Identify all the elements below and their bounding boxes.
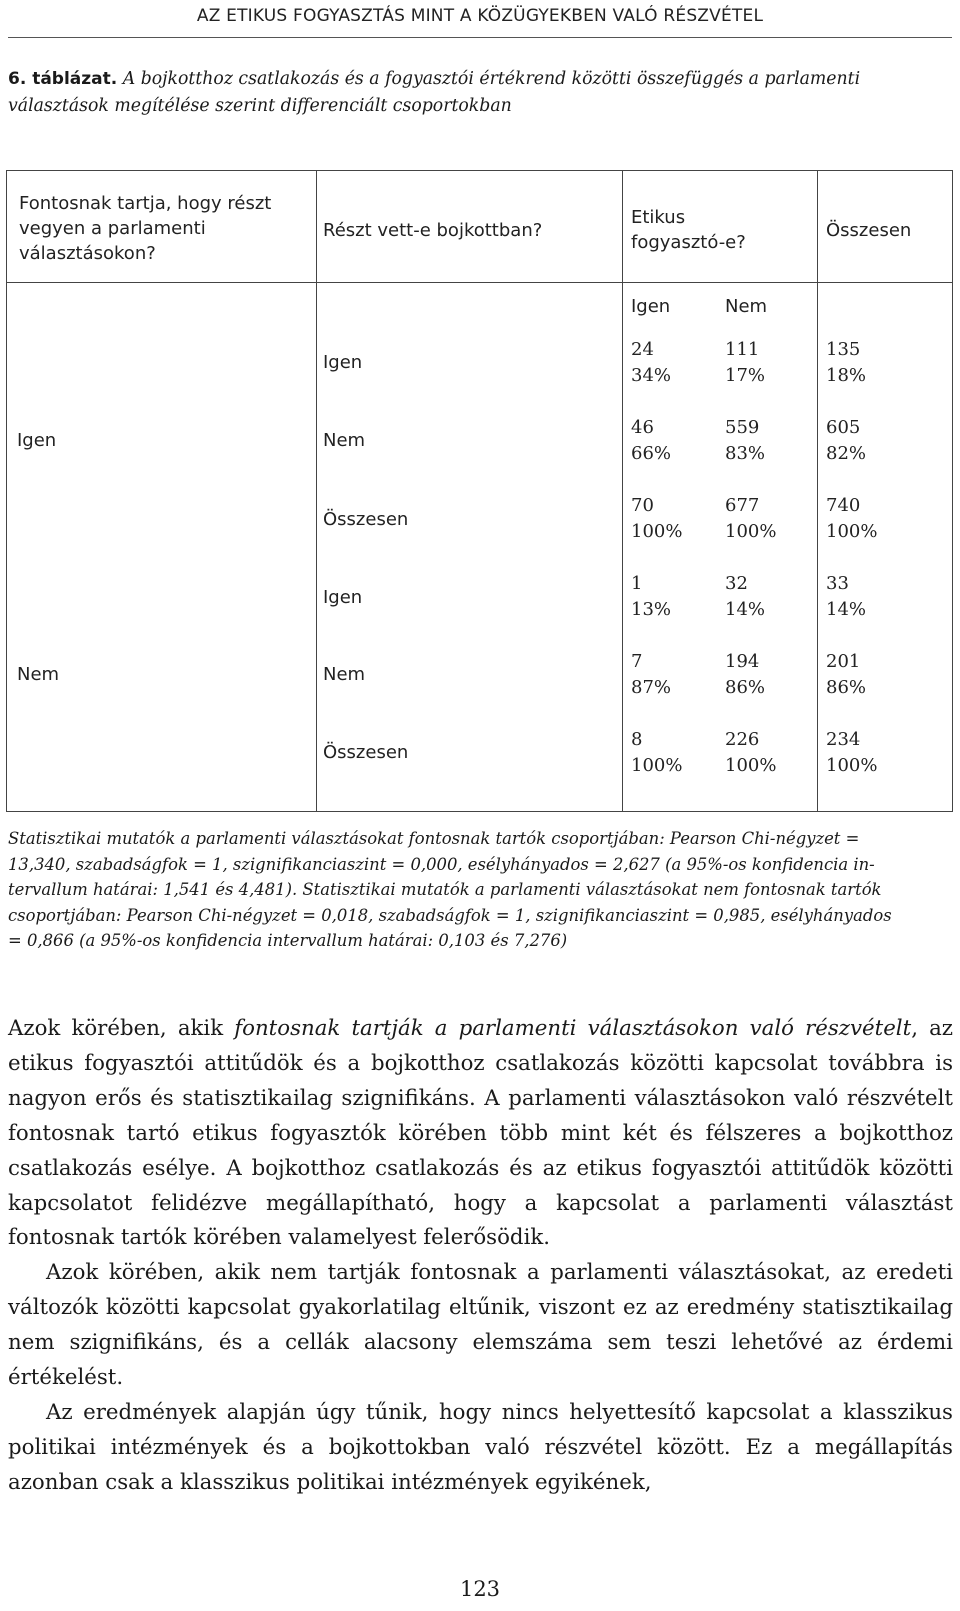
row-label: Nem xyxy=(323,430,366,451)
percent: 18% xyxy=(826,365,867,386)
row-label: Igen xyxy=(323,352,363,373)
paragraph-emphasis: fontosnak tartják a parlamenti választásokon való részvételt xyxy=(234,1016,912,1041)
cell-total xyxy=(826,493,877,545)
subheader-yes: Igen xyxy=(631,296,671,317)
body-text xyxy=(8,1012,953,1501)
count: 32 xyxy=(725,573,748,594)
percent: 87% xyxy=(631,677,672,698)
running-header xyxy=(0,0,960,38)
cell-total xyxy=(826,727,877,779)
count: 1 xyxy=(631,573,643,594)
count: 7 xyxy=(631,651,643,672)
header-col1-line: választásokon? xyxy=(19,243,156,264)
cell-total xyxy=(826,337,866,389)
cell-no xyxy=(725,727,776,779)
subheader-no: Nem xyxy=(725,296,768,317)
table-caption-label: 6. táblázat. xyxy=(8,69,118,89)
paragraph-text: Azok körében, akik xyxy=(8,1016,235,1041)
header-rule xyxy=(8,37,952,38)
table-caption xyxy=(8,66,953,120)
count: 605 xyxy=(826,417,861,438)
cell-yes xyxy=(631,337,671,389)
percent: 100% xyxy=(631,755,683,776)
count: 24 xyxy=(631,339,654,360)
statistics-line: 13,340, szabadságfok = 1, szignifikanciaszint = 0,000, esélyhányados = 2,627 (a 95%-os konfidencia in- xyxy=(8,854,875,874)
cell-no xyxy=(725,649,765,701)
cell-yes xyxy=(631,415,671,467)
count: 234 xyxy=(826,729,861,750)
row-label: Nem xyxy=(323,664,366,685)
table-divider xyxy=(316,171,317,811)
cell-yes xyxy=(631,493,682,545)
group-label: Nem xyxy=(17,664,60,685)
percent: 14% xyxy=(826,599,867,620)
count: 740 xyxy=(826,495,861,516)
percent: 66% xyxy=(631,443,672,464)
page-number: 123 xyxy=(459,1577,501,1601)
cell-no xyxy=(725,571,765,623)
count: 194 xyxy=(725,651,760,672)
cell-yes xyxy=(631,727,682,779)
header-col1-line: Fontosnak tartja, hogy részt xyxy=(19,193,272,214)
percent: 82% xyxy=(826,443,867,464)
statistics-line: tervallum határai: 1,541 és 4,481). Statisztikai mutatók a parlamenti választásokat nem fontosnak tartók xyxy=(8,880,882,900)
percent: 17% xyxy=(725,365,766,386)
count: 135 xyxy=(826,339,861,360)
count: 201 xyxy=(826,651,861,672)
statistics-note xyxy=(8,826,953,954)
paragraph: Azok körében, akik nem tartják fontosnak a parlamenti választásokat, az eredeti változók közötti kapcsolat gyakorlatilag eltűnik, viszont ez az eredmény statisztikailag nem szignifikáns, és a cellák alacsony elemszáma sem teszi lehetővé az érdemi értékelést. xyxy=(8,1260,953,1391)
percent: 100% xyxy=(826,521,878,542)
count: 8 xyxy=(631,729,643,750)
count: 46 xyxy=(631,417,654,438)
percent: 100% xyxy=(631,521,683,542)
row-label: Igen xyxy=(323,587,363,608)
count: 226 xyxy=(725,729,760,750)
header-total: Összesen xyxy=(826,220,912,241)
count: 677 xyxy=(725,495,760,516)
cell-no xyxy=(725,493,776,545)
percent: 100% xyxy=(725,521,777,542)
statistics-line: = 0,866 (a 95%-os konfidencia intervallum határai: 0,103 és 7,276) xyxy=(8,931,568,951)
header-col3-line: Etikus xyxy=(631,207,686,228)
row-label: Összesen xyxy=(323,509,409,530)
percent: 13% xyxy=(631,599,672,620)
count: 70 xyxy=(631,495,654,516)
running-header-text: AZ ETIKUS FOGYASZTÁS MINT A KÖZÜGYEKBEN VALÓ RÉSZVÉTEL xyxy=(196,6,764,26)
data-table xyxy=(6,170,953,812)
header-col1 xyxy=(19,191,311,266)
cell-no xyxy=(725,337,765,389)
statistics-line: csoportjában: Pearson Chi-négyzet = 0,018, szabadságfok = 1, szignifikanciaszint = 0,985, esélyhányados xyxy=(8,905,892,925)
count: 111 xyxy=(725,339,760,360)
paragraph xyxy=(8,1012,953,1256)
table-divider xyxy=(7,282,952,283)
percent: 100% xyxy=(725,755,777,776)
cell-yes xyxy=(631,571,671,623)
percent: 83% xyxy=(725,443,766,464)
row-label: Összesen xyxy=(323,742,409,763)
group-label: Igen xyxy=(17,430,57,451)
cell-no xyxy=(725,415,765,467)
cell-total xyxy=(826,649,866,701)
table-divider xyxy=(622,171,623,811)
header-col3-line: fogyasztó-e? xyxy=(631,232,746,253)
header-col2: Részt vett-e bojkottban? xyxy=(323,220,543,241)
paragraph: Az eredmények alapján úgy tűnik, hogy nincs helyettesítő kapcsolat a klasszikus politikai intézmények és a bojkottokban való részvétel között. Ez a megállapítás azonban csak a klasszikus politikai intézmények egyikének, xyxy=(8,1399,953,1495)
statistics-line: Statisztikai mutatók a parlamenti választásokat fontosnak tartók csoportjában: Pearson Chi-négyzet = xyxy=(8,829,860,848)
header-col1-line: vegyen a parlamenti xyxy=(19,218,206,239)
cell-total xyxy=(826,571,866,623)
paragraph-text: , az etikus fogyasztói attitűdök és a bojkotthoz csatlakozás közötti kapcsolat továbbra is nagyon erős és statisztikailag szignifikáns. A parlamenti választásokon való részvételt fontosnak tartó etikus fogyasztók körében több mint két és félszeres a bojkotthoz csatlakozás esélye. A bojkotthoz csatlakozás és az etikus fogyasztói attitűdök közötti kapcsolatot felidézve megállapítható, hogy a kapcsolat a parlamenti választást fontosnak tartók körében valamelyest felerősödik. xyxy=(8,1016,954,1251)
percent: 86% xyxy=(725,677,766,698)
count: 33 xyxy=(826,573,849,594)
percent: 100% xyxy=(826,755,878,776)
percent: 34% xyxy=(631,365,672,386)
table-divider xyxy=(817,171,818,811)
percent: 86% xyxy=(826,677,867,698)
table-caption-title: A bojkotthoz csatlakozás és a fogyasztói értékrend közötti összefüggés a parlamenti választások megítélése szerint differenciált csoportokban xyxy=(8,69,861,116)
cell-yes xyxy=(631,649,671,701)
cell-total xyxy=(826,415,866,467)
count: 559 xyxy=(725,417,760,438)
percent: 14% xyxy=(725,599,766,620)
header-col3 xyxy=(631,205,746,255)
